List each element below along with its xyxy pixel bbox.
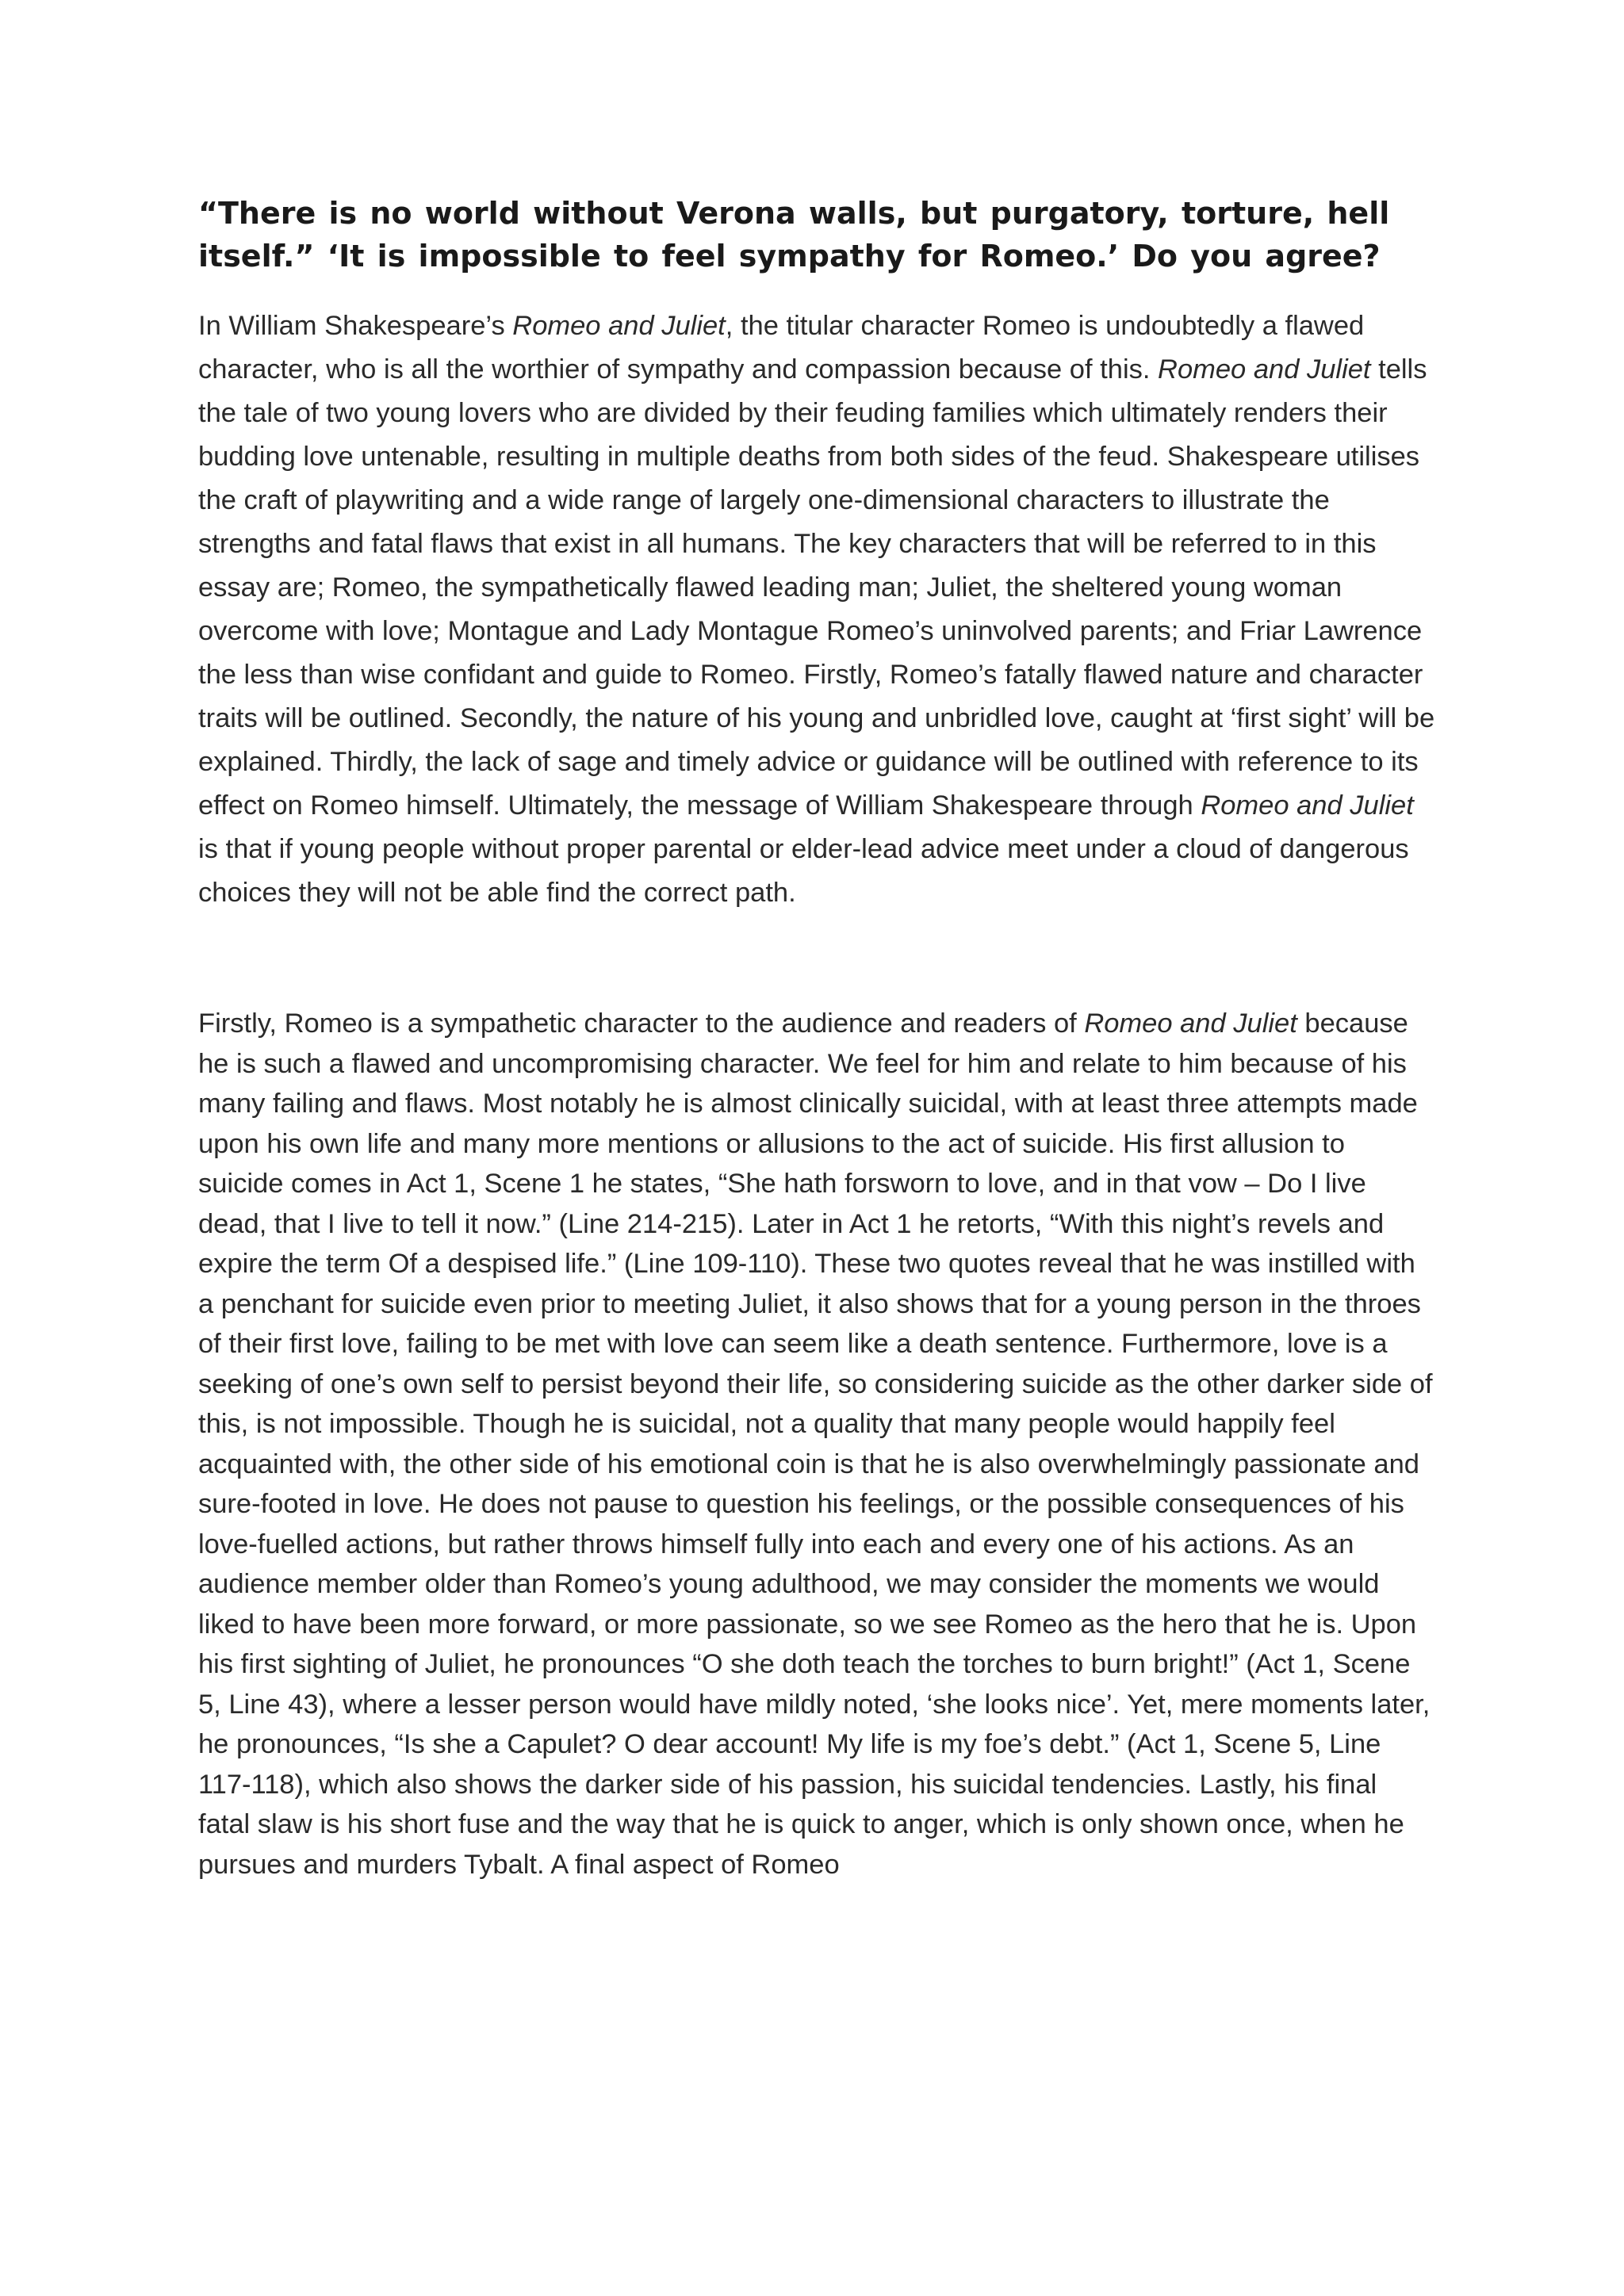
intro-run-italic: Romeo and Juliet bbox=[1201, 790, 1414, 821]
intro-run-italic: Romeo and Juliet bbox=[1158, 354, 1371, 385]
intro-run: , the titular character Romeo is undoubtedly a flawed character, who is all the worthier of sympathy and compassion because of this. bbox=[198, 311, 1365, 385]
document-content bbox=[198, 192, 1435, 1885]
intro-paragraph bbox=[198, 304, 1435, 915]
intro-run-italic: Romeo and Juliet bbox=[512, 311, 726, 341]
intro-run: tells the tale of two young lovers who are divided by their feuding families which ultimately renders their budding love untenable, resulting in multiple deaths from both sides of the feud. Shakespeare utilises the craft of playwriting and a wide range of largely one-dimensional characters to illustrate the strengths and fatal flaws that exist in all humans. The key characters that will be referred to in this essay are; Romeo, the sympathetically flawed leading man; Juliet, the sheltered young woman overcome with love; Montague and Lady Montague Romeo’s uninvolved parents; and Friar Lawrence the less than wise confidant and guide to Romeo. Firstly, Romeo’s fatally flawed nature and character traits will be outlined. Secondly, the nature of his young and unbridled love, caught at ‘first sight’ will be explained. Thirdly, the lack of sage and timely advice or guidance will be outlined with reference to its effect on Romeo himself. Ultimately, the message of William Shakespeare through bbox=[198, 354, 1435, 821]
body-paragraph bbox=[198, 1004, 1435, 1885]
body-run-italic: Romeo and Juliet bbox=[1084, 1008, 1297, 1039]
intro-run: is that if young people without proper parental or elder-lead advice meet under a cloud of dangerous choices they will not be able find the correct path. bbox=[198, 834, 1409, 908]
essay-title: “There is no world without Verona walls, but purgatory, torture, hell itself.” ‘It is impossible to feel sympathy for Romeo.’ Do you agree? bbox=[198, 196, 1390, 274]
body-run: Firstly, Romeo is a sympathetic character to the audience and readers of bbox=[198, 1008, 1085, 1039]
body-run: because he is such a flawed and uncompromising character. We feel for him and relate to him because of his many failing and flaws. Most notably he is almost clinically suicidal, with at least three attempts made upon his own life and many more mentions or allusions to the act of suicide. His first allusion to suicide comes in Act 1, Scene 1 he states, “She hath forsworn to love, and in that vow – Do I live dead, that I live to tell it now.” (Line 214-215). Later in Act 1 he retorts, “With this night’s revels and expire the term Of a despised life.” (Line 109-110). These two quotes reveal that he was instilled with a penchant for suicide even prior to meeting Juliet, it also shows that for a young person in the throes of their first love, failing to be met with love can seem like a death sentence. Furthermore, love is a seeking of one’s own self to persist beyond their life, so considering suicide as the other darker side of this, is not impossible. Though he is suicidal, not a quality that many people would happily feel acquainted with, the other side of his emotional coin is that he is also overwhelmingly passionate and sure-footed in love. He does not pause to question his feelings, or the possible consequences of his love-fuelled actions, but rather throws himself fully into each and every one of his actions. As an audience member older than Romeo’s young adulthood, we may consider the moments we would liked to have been more forward, or more passionate, so we see Romeo as the hero that he is. Upon his first sighting of Juliet, he pronounces “O she doth teach the torches to burn bright!” (Act 1, Scene 5, Line 43), where a lesser person would have mildly noted, ‘she looks nice’. Yet, mere moments later, he pronounces, “Is she a Capulet? O dear account! My life is my foe’s debt.” (Act 1, Scene 5, Line 117-118), which also shows the darker side of his passion, his suicidal tendencies. Lastly, his final fatal slaw is his short fuse and the way that he is quick to anger, which is only shown once, when he pursues and murders Tybalt. A final aspect of Romeo bbox=[198, 1008, 1433, 1880]
intro-run: In William Shakespeare’s bbox=[198, 311, 513, 341]
